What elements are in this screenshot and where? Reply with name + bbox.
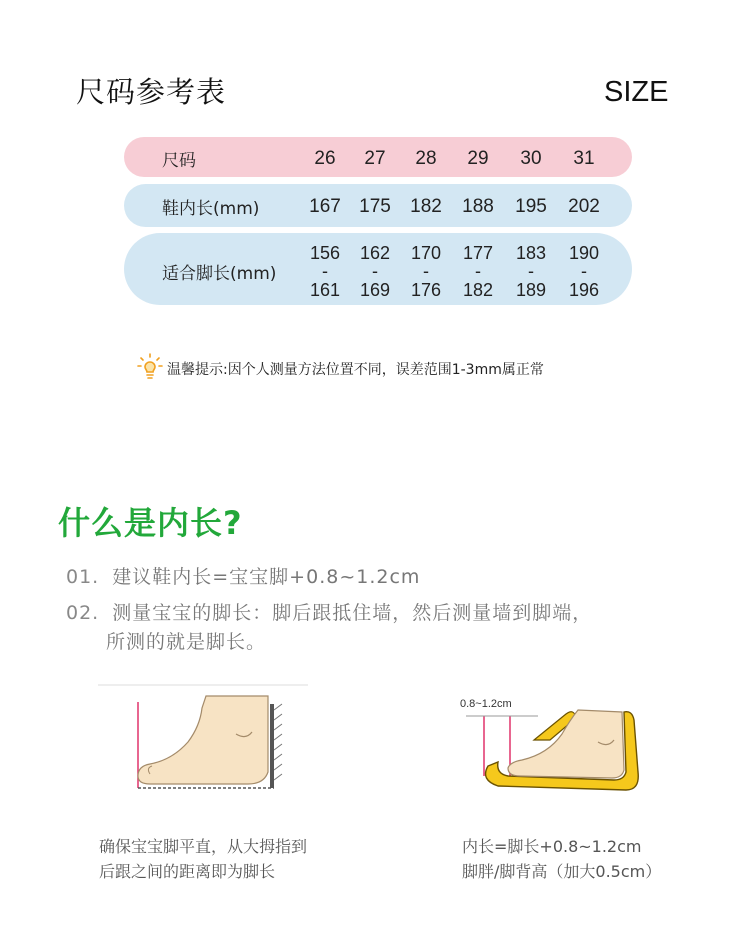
inner-length-cell: 175 (359, 196, 391, 217)
size-cell: 28 (415, 148, 437, 169)
foot-range-max: 161 (309, 280, 341, 300)
section-title: 什么是内长? (58, 504, 243, 542)
right-caption (462, 834, 661, 884)
foot-range-dash: - (423, 261, 429, 281)
foot-range-dash: - (475, 261, 481, 281)
step-number: 01. (66, 566, 100, 588)
size-cell: 29 (467, 148, 489, 169)
right-caption-line2: 脚胖/脚背高（加大0.5cm） (462, 862, 662, 881)
foot-range-dash: - (322, 261, 328, 281)
row-label-foot-length: 适合脚长(mm) (162, 264, 277, 284)
foot-range-min: 170 (410, 243, 442, 263)
row-label-inner-length: 鞋内长(mm) (162, 199, 260, 219)
gap-annotation: 0.8~1.2cm (460, 698, 512, 710)
step-1 (66, 562, 420, 589)
inner-length-cell: 167 (309, 196, 341, 217)
foot-range-max: 196 (568, 280, 600, 300)
left-caption (99, 834, 307, 884)
foot-range-max: 169 (359, 280, 391, 300)
size-cell: 30 (520, 148, 542, 169)
foot-range-max: 176 (410, 280, 442, 300)
inner-length-cell: 182 (410, 196, 442, 217)
step-text: 建议鞋内长=宝宝脚+0.8~1.2cm (112, 566, 421, 588)
foot-range-max: 189 (515, 280, 547, 300)
foot-measure-illustration (98, 684, 308, 794)
shoe-inner-length-illustration (458, 696, 658, 800)
step-2 (66, 598, 592, 625)
inner-length-cell: 188 (462, 196, 494, 217)
inner-length-cell: 195 (515, 196, 547, 217)
foot-range-min: 177 (462, 243, 494, 263)
foot-range-min: 156 (309, 243, 341, 263)
size-cell: 31 (573, 148, 595, 169)
foot-range-dash: - (372, 261, 378, 281)
foot-range-min: 162 (359, 243, 391, 263)
foot-range-dash: - (528, 261, 534, 281)
foot-range-min: 183 (515, 243, 547, 263)
step-2-continued: 所测的就是脚长。 (106, 631, 267, 653)
foot-range-max: 182 (462, 280, 494, 300)
left-caption-line2: 后跟之间的距离即为脚长 (99, 862, 276, 881)
tip-text: 温馨提示:因个人测量方法位置不同，误差范围1-3mm属正常 (167, 362, 544, 378)
size-cell: 27 (364, 148, 386, 169)
lightbulb-icon (137, 353, 163, 385)
step-text: 测量宝宝的脚长：脚后跟抵住墙，然后测量墙到脚端， (112, 602, 593, 624)
size-cell: 26 (314, 148, 336, 169)
page-title: 尺码参考表 (76, 75, 227, 109)
tip (137, 353, 544, 385)
size-label: SIZE (604, 76, 669, 108)
right-caption-line1: 内长=脚长+0.8~1.2cm (462, 837, 642, 856)
step-number: 02. (66, 602, 100, 624)
inner-length-cell: 202 (568, 196, 600, 217)
foot-range-dash: - (581, 261, 587, 281)
left-caption-line1: 确保宝宝脚平直，从大拇指到 (99, 837, 308, 856)
foot-range-min: 190 (568, 243, 600, 263)
row-label-size: 尺码 (162, 151, 196, 171)
